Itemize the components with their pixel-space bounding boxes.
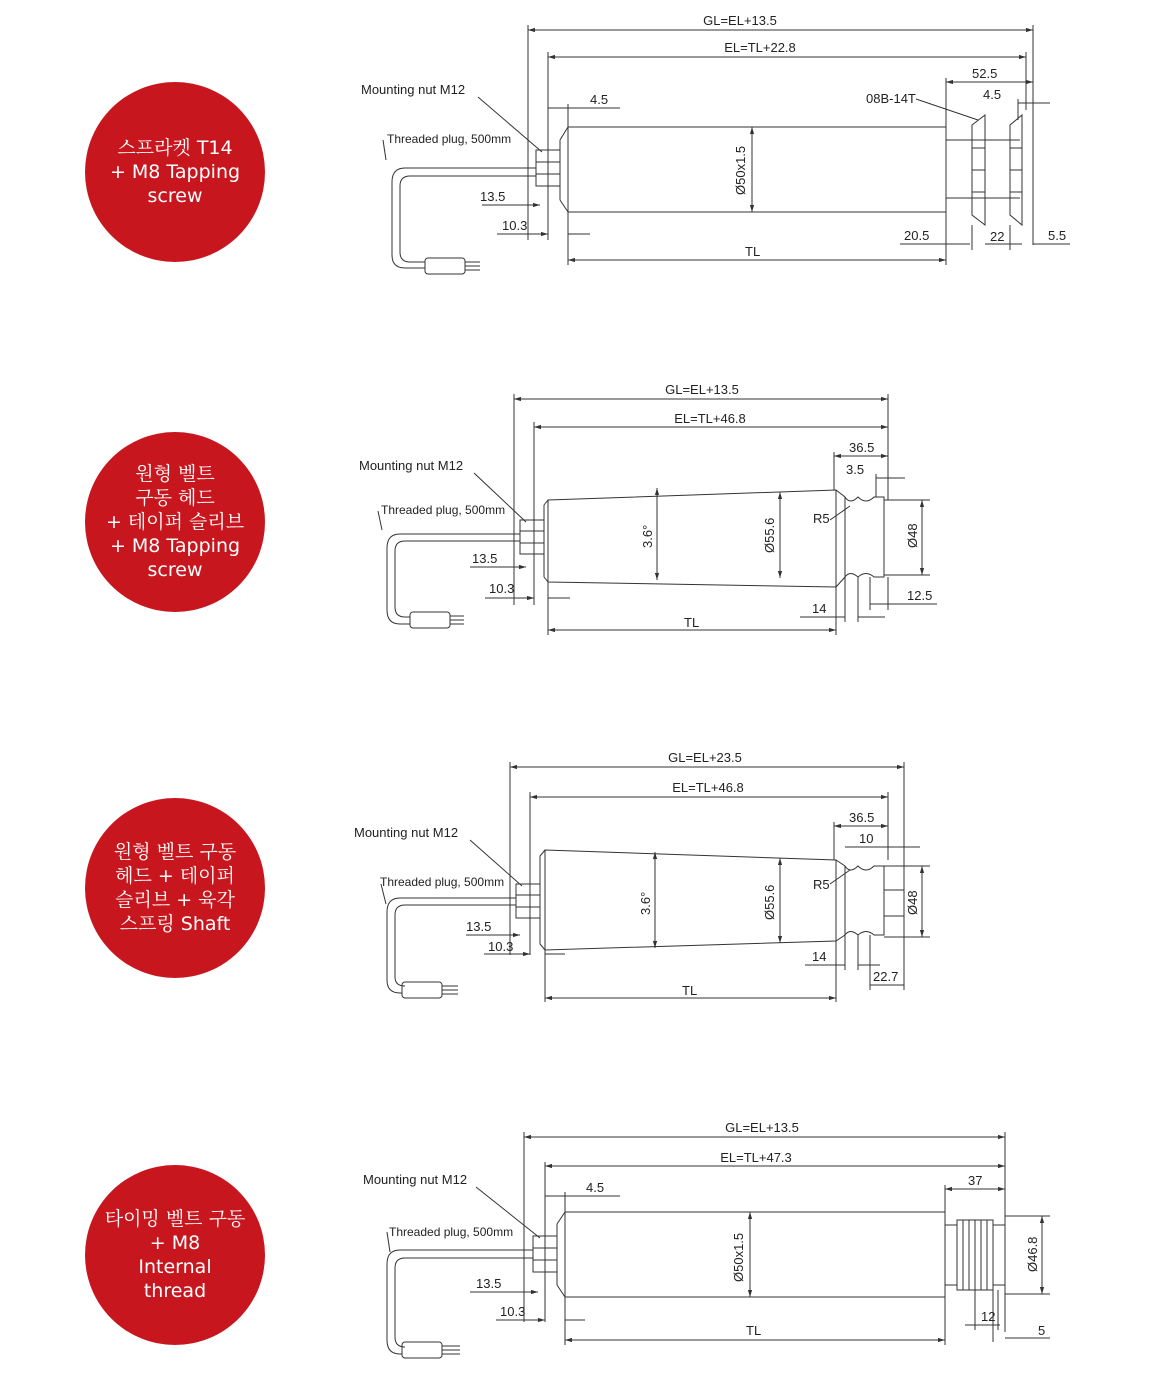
diameter-label: Ø50x1.5 (733, 145, 748, 195)
dim-label: 37 (968, 1173, 983, 1188)
mounting-nut-label: Mounting nut M12 (354, 825, 459, 840)
mounting-nut-label: Mounting nut M12 (359, 458, 464, 473)
diameter-label: Ø55.6 (762, 517, 777, 553)
mounting-nut-label: Mounting nut M12 (363, 1172, 468, 1187)
threaded-plug-label: Threaded plug, 500mm (389, 1225, 514, 1239)
badge-line: + M8 Tapping (109, 535, 241, 557)
el-label: EL=TL+46.8 (672, 780, 744, 795)
dim-label: 13.5 (466, 919, 492, 934)
dim-label: 10.3 (489, 581, 515, 596)
dim-label: 14 (812, 949, 827, 964)
dim-label: 10.3 (502, 218, 528, 233)
threaded-plug-label: Threaded plug, 500mm (387, 132, 512, 146)
diameter-label: Ø48 (905, 890, 920, 915)
badge-line: screw (147, 185, 203, 207)
tl-label: TL (745, 244, 761, 259)
badge-line: 헤드 + 테이퍼 (115, 865, 235, 887)
dim-label: 12 (981, 1309, 996, 1324)
badge-line: 구동 헤드 (135, 487, 215, 509)
diameter-label: Ø48 (905, 523, 920, 548)
diameter-label: Ø55.6 (762, 884, 777, 920)
threaded-plug-label: Threaded plug, 500mm (381, 503, 506, 517)
badge-line: 슬리브 + 육각 (115, 889, 235, 911)
badge-line: 원형 벨트 (135, 463, 215, 485)
diameter-label: Ø50x1.5 (731, 1232, 746, 1282)
dim-label: 13.5 (472, 551, 498, 566)
dim-label: 22.7 (873, 969, 899, 984)
angle-label: 3.6° (640, 524, 655, 548)
tl-label: TL (684, 615, 700, 630)
dim-label: 36.5 (849, 440, 875, 455)
tl-label: TL (682, 983, 698, 998)
threaded-plug-label: Threaded plug, 500mm (380, 875, 505, 889)
mounting-nut-label: Mounting nut M12 (361, 82, 466, 97)
dim-label: 13.5 (476, 1276, 502, 1291)
el-label: EL=TL+22.8 (724, 40, 796, 55)
dim-label: 4.5 (590, 92, 609, 107)
el-label: EL=TL+47.3 (720, 1150, 792, 1165)
badge-line: Internal (138, 1256, 212, 1278)
radius-label: R5 (813, 511, 830, 526)
dim-label: 12.5 (907, 588, 933, 603)
dim-label: 4.5 (586, 1180, 605, 1195)
dim-label: 36.5 (849, 810, 875, 825)
badge-line: + 테이퍼 슬리브 (105, 511, 245, 533)
gl-label: GL=EL+13.5 (725, 1120, 799, 1135)
dim-label: 14 (812, 601, 827, 616)
badge-line: + M8 Tapping (109, 161, 241, 183)
head-label: 08B-14T (866, 91, 916, 106)
gl-label: GL=EL+13.5 (665, 382, 739, 397)
badge-line: 스프링 Shaft (119, 913, 231, 935)
gl-label: GL=EL+23.5 (668, 750, 742, 765)
dim-label: 3.5 (846, 462, 865, 477)
tl-label: TL (746, 1323, 762, 1338)
variant-4-drawing (387, 1132, 1050, 1358)
dim-label: 20.5 (904, 228, 930, 243)
diameter-label: Ø46.8 (1025, 1236, 1040, 1272)
dim-label: 13.5 (480, 189, 506, 204)
angle-label: 3.6° (638, 891, 653, 915)
badge-line: screw (147, 559, 203, 581)
badge-line: 원형 벨트 구동 (113, 841, 237, 863)
dim-label: 4.5 (983, 87, 1002, 102)
dim-label: 10.3 (500, 1304, 526, 1319)
dim-label: 52.5 (972, 66, 998, 81)
dim-label: 10.3 (488, 939, 514, 954)
badge-line: 타이밍 벨트 구동 (104, 1208, 246, 1230)
dim-label: 22 (990, 229, 1005, 244)
badge-line: 스프라켓 T14 (117, 137, 233, 159)
gl-label: GL=EL+13.5 (703, 13, 777, 28)
radius-label: R5 (813, 877, 830, 892)
variant-1-drawing (383, 25, 1070, 274)
dim-label: 10 (859, 831, 874, 846)
dim-label: 5.5 (1048, 228, 1067, 243)
badge-line: + M8 (149, 1232, 201, 1254)
badge-line: thread (143, 1280, 207, 1302)
dim-label: 5 (1038, 1323, 1046, 1338)
el-label: EL=TL+46.8 (674, 411, 746, 426)
